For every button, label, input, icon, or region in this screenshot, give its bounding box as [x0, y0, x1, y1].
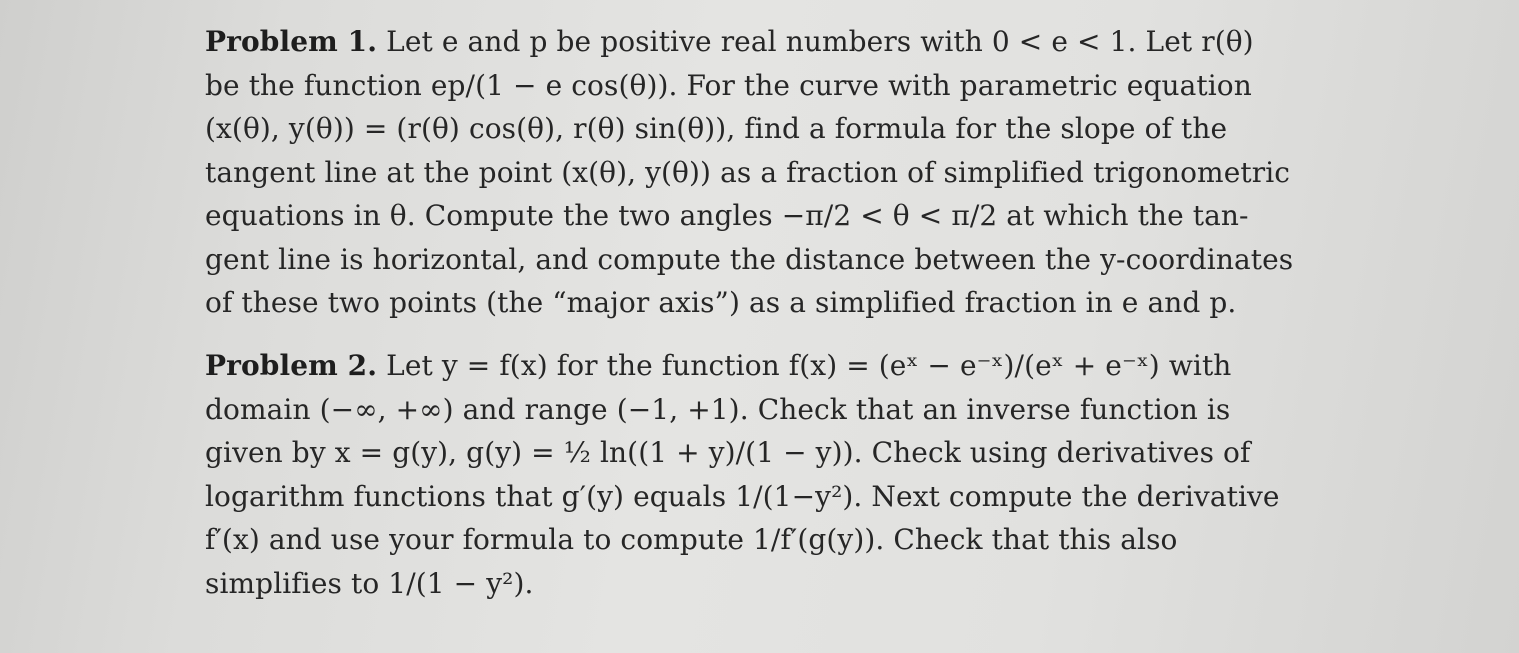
- problem-2-line-1: [205, 344, 1340, 388]
- problem-2-line-6: simplifies to 1/(1 − y²).: [205, 566, 534, 600]
- problem-2-line-3: given by x = g(y), g(y) = ½ ln((1 + y)/(1 − y)). Check using derivatives of: [205, 436, 1251, 469]
- problem-2-line-1-text: Let y = f(x) for the function f(x) = (eˣ − e⁻ˣ)/(eˣ + e⁻ˣ) with: [386, 349, 1232, 382]
- problem-1-line-5: equations in θ. Compute the two angles −π/2 < θ < π/2 at which the tan-: [205, 199, 1249, 232]
- problem-2: [205, 344, 1340, 605]
- problem-1-heading: Problem 1.: [205, 25, 378, 58]
- problem-1-line-3: (x(θ), y(θ)) = (r(θ) cos(θ), r(θ) sin(θ)), find a formula for the slope of the: [205, 112, 1228, 145]
- problem-2-heading: Problem 2.: [205, 349, 378, 382]
- problem-1-line-1-text: Let e and p be positive real numbers with 0 < e < 1. Let r(θ): [386, 25, 1254, 58]
- problem-1-line-2: be the function ep/(1 − e cos(θ)). For the curve with parametric equation: [205, 68, 1252, 102]
- problem-2-line-5: f′(x) and use your formula to compute 1/f′(g(y)). Check that this also: [205, 523, 1178, 556]
- problem-1-line-6: gent line is horizontal, and compute the distance between the y-coordinates: [205, 242, 1294, 276]
- problem-1-line-7: of these two points (the “major axis”) as a simplified fraction in e and p.: [205, 286, 1237, 319]
- problem-1: [205, 20, 1355, 325]
- problem-1-line-4: tangent line at the point (x(θ), y(θ)) as a fraction of simplified trigonometric: [205, 155, 1291, 189]
- problem-2-line-4: logarithm functions that g′(y) equals 1/(1−y²). Next compute the derivative: [205, 479, 1280, 513]
- problem-2-line-2: domain (−∞, +∞) and range (−1, +1). Check that an inverse function is: [205, 392, 1231, 426]
- problem-1-line-1: [205, 20, 1355, 64]
